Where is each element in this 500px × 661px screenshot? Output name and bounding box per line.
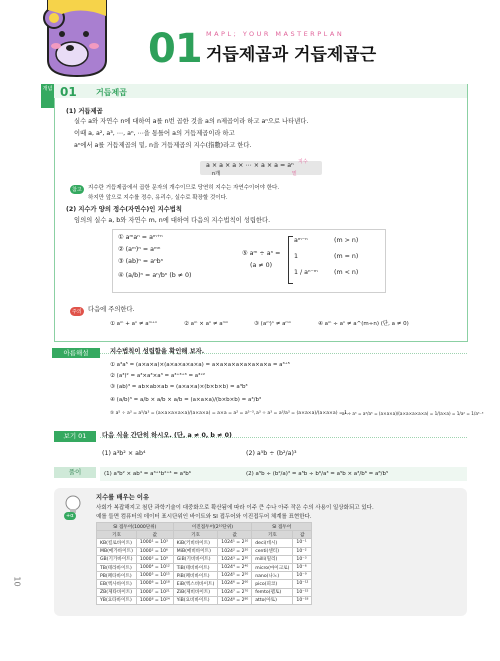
table-cell: milli(밀리) <box>252 555 293 563</box>
insight-row-5c: a³ ÷ a⁵ = a³/a⁵ = (a×a×a)/(a×a×a×a×a) = 1/(a×a) = 1/a² = 1/a⁵⁻³ <box>342 411 484 416</box>
tip-heading: 지수를 배우는 이유 <box>96 494 150 501</box>
part2-heading: (2) 지수가 양의 정수(자연수)인 지수법칙 <box>66 206 182 213</box>
table-cell: EB(엑사바이트) <box>97 580 137 588</box>
insight-heading: 지수법칙이 성립함을 확인해 보자. <box>110 348 205 355</box>
insight-label: 아름해설 <box>52 348 100 358</box>
side-tab: 개념 <box>41 84 54 108</box>
table-cell: 1024² = 2²⁰ <box>218 547 252 555</box>
table-cell: 10⁻¹ <box>293 539 312 547</box>
solution-2: (2) a⁵b ÷ (b²/a)³ = a⁵b ÷ b⁶/a³ = a⁵b × a³/b⁶ = a⁸/b⁵ <box>246 471 389 477</box>
example-q1: (1) a³b² × ab⁴ <box>102 450 146 457</box>
law-5-condition: (a ≠ 0) <box>250 262 273 269</box>
caution-1: ① aᵐ + aⁿ ≠ aᵐ⁺ⁿ <box>110 321 158 327</box>
table-cell: 1000¹ = 10³ <box>136 539 173 547</box>
bear-mascot-icon <box>42 0 112 78</box>
case-2-condition: (m = n) <box>334 253 359 260</box>
table-cell: 1000² = 10⁶ <box>136 547 173 555</box>
table-cell: 10⁻¹⁵ <box>293 588 312 596</box>
table-cell: 10⁻¹² <box>293 580 312 588</box>
example-question: 다음 식을 간단히 하시오. (단, a ≠ 0, b ≠ 0) <box>102 432 232 439</box>
table-cell: 10⁻³ <box>293 555 312 563</box>
group-header: 이진접두어(2¹⁰단위) <box>173 523 251 531</box>
units-table <box>96 522 312 605</box>
part1-heading: (1) 거듭제곱 <box>66 108 103 115</box>
caution-text: 다음에 주의한다. <box>88 306 135 313</box>
tip-line2: 예를 들면 컴퓨터의 데이터 표시단위인 바이트와 SI 접두어와 이진접두어 체계를 표현한다. <box>96 514 312 520</box>
table-cell: 10⁻¹⁸ <box>293 596 312 604</box>
table-cell: 1000⁸ = 10²⁴ <box>136 596 173 604</box>
units-table-wrapper <box>96 522 312 605</box>
table-cell: 10⁻² <box>293 547 312 555</box>
table-cell: centi(센티) <box>252 547 293 555</box>
table-cell: 1024³ = 2³⁰ <box>218 555 252 563</box>
part1-line2: 이때 a, a², a³, ⋯, aⁿ, ⋯을 통틀어 a의 거듭제곱이라 하고 <box>74 130 235 137</box>
column-header: 값 <box>218 531 252 539</box>
table-cell: femto(펨토) <box>252 588 293 596</box>
note-line1: 지수란 거듭제곱에서 곱한 문자의 개수이므로 당연히 지수는 자연수이어야 한다. <box>88 185 280 191</box>
table-row <box>97 539 312 547</box>
case-3: 1 / aⁿ⁻ᵐ <box>294 269 318 276</box>
table-row <box>97 555 312 563</box>
table-cell: TiB(테비바이트) <box>173 563 218 571</box>
chapter-number: 01 <box>148 26 202 72</box>
table-cell: MiB(메비바이트) <box>173 547 218 555</box>
column-header: 기호 <box>97 531 137 539</box>
note-tag: 참고 <box>72 187 82 193</box>
table-cell: EiB(엑스비바이트) <box>173 580 218 588</box>
table-cell: atto(아토) <box>252 596 293 604</box>
tip-line1: 사회가 복잡해지고 첨단 과학기술이 대중화으로 확산됨에 따라 이주 큰 수나 아주 작은 수의 사용이 일상화되고 있다. <box>96 505 374 511</box>
table-cell: 1024⁸ = 2⁸⁰ <box>218 596 252 604</box>
table-cell: GB(기가바이트) <box>97 555 137 563</box>
table-cell: 1000⁶ = 10¹⁸ <box>136 580 173 588</box>
case-3-condition: (m < n) <box>334 269 359 276</box>
table-cell: TB(테라바이트) <box>97 563 137 571</box>
group-header-row <box>97 523 312 531</box>
solution-label: 풀이 <box>54 467 96 478</box>
formula-count-label: n개 <box>212 171 220 177</box>
table-row <box>97 572 312 580</box>
example-label: 보기 01 <box>54 431 96 442</box>
table-cell: 10⁻⁶ <box>293 563 312 571</box>
table-cell: 1000⁵ = 10¹⁵ <box>136 572 173 580</box>
table-cell: 1024⁵ = 2⁵⁰ <box>218 572 252 580</box>
case-1-condition: (m > n) <box>334 237 359 244</box>
insight-row-3: ③ (ab)³ = ab×ab×ab = (a×a×a)×(b×b×b) = a³b³ <box>110 384 248 390</box>
law-2: ② (aᵐ)ⁿ = aᵐⁿ <box>118 246 161 253</box>
table-row <box>97 580 312 588</box>
table-row <box>97 588 312 596</box>
part1-line1: 실수 a와 자연수 n에 대하여 a를 n번 곱한 것을 a의 n제곱이라 하고 aⁿ으로 나타낸다. <box>74 118 309 125</box>
case-brace <box>288 236 293 284</box>
table-cell: 1024⁶ = 2⁶⁰ <box>218 580 252 588</box>
table-cell: 1000⁷ = 10²¹ <box>136 588 173 596</box>
case-1: aᵐ⁻ⁿ <box>294 237 308 244</box>
column-header: 값 <box>136 531 173 539</box>
table-cell: deci(데시) <box>252 539 293 547</box>
table-cell: 1024⁷ = 2⁷⁰ <box>218 588 252 596</box>
insight-row-5b: a³ ÷ a³ = a³/a³ = (a×a×a)/(a×a×a) = 1, <box>256 411 349 416</box>
table-cell: PiB(페비바이트) <box>173 572 218 580</box>
page-number: 10 <box>12 576 22 587</box>
table-cell: MB(메가바이트) <box>97 547 137 555</box>
table-cell: ZiB(제비바이트) <box>173 588 218 596</box>
table-cell: YB(요타바이트) <box>97 596 137 604</box>
table-cell: micro(마이크로) <box>252 563 293 571</box>
table-row <box>97 596 312 604</box>
column-header-row <box>97 531 312 539</box>
table-row <box>97 547 312 555</box>
section-number: 01 <box>60 85 77 99</box>
table-cell: KB(킬로바이트) <box>97 539 137 547</box>
table-cell: GiB(기비바이트) <box>173 555 218 563</box>
table-cell: 1000⁴ = 10¹² <box>136 563 173 571</box>
chapter-title: 거듭제곱과 거듭제곱근 <box>206 45 377 65</box>
part1-line3: aⁿ에서 a를 거듭제곱의 밑, n을 거듭제곱의 지수(指數)라고 한다. <box>74 142 252 149</box>
table-cell: ZB(제타바이트) <box>97 588 137 596</box>
case-2: 1 <box>294 253 299 260</box>
table-cell: pico(피코) <box>252 580 293 588</box>
column-header: 값 <box>293 531 312 539</box>
table-cell: 1000³ = 10⁹ <box>136 555 173 563</box>
brand-tagline: MAPL; YOUR MASTERPLAN <box>206 30 345 38</box>
example-q2: (2) a⁵b ÷ (b²/a)³ <box>246 450 297 457</box>
column-header: 기호 <box>173 531 218 539</box>
caution-4: ④ aᵐ ÷ aⁿ ≠ a^(m÷n) (단, a ≠ 0) <box>318 321 409 327</box>
insight-row-2: ② (a³)² = a³×a³×a³ = a³⁺³⁺³ = a³ˣ² <box>110 373 206 379</box>
column-header: 기호 <box>252 531 293 539</box>
table-cell: PB(페타바이트) <box>97 572 137 580</box>
insight-row-1: ① a³a⁵ = (a×a×a)×(a×a×a×a×a) = a×a×a×a×a×a×a×a = a³⁺⁵ <box>110 362 290 368</box>
section-title: 거듭제곱 <box>96 88 127 97</box>
solution-1: (1) a³b² × ab⁴ = a³⁺¹b²⁺⁴ = a⁴b⁶ <box>104 471 191 477</box>
power-formula: a × a × a × ⋯ × a × a = aⁿ <box>206 162 294 169</box>
insight-row-4: ④ (a/b)³ = a/b × a/b × a/b = (a×a×a)/(b×b×b) = a³/b³ <box>110 397 262 403</box>
group-header: SI 접두어 <box>252 523 312 531</box>
group-header: SI 접두어(1000단위) <box>97 523 174 531</box>
part2-intro: 임의의 실수 a, b와 자연수 m, n에 대하여 다음의 지수법칙이 성립한다. <box>74 217 271 224</box>
table-cell: 10⁻⁹ <box>293 572 312 580</box>
tip-tag: +α <box>66 513 74 519</box>
insight-row-5a: ⑤ a⁵ ÷ a³ = a⁵/a³ = (a×a×a×a×a)/(a×a×a) = a×a = a² = a⁵⁻³, <box>110 411 256 416</box>
table-cell: 1024⁴ = 2⁴⁰ <box>218 563 252 571</box>
table-cell: KiB(키비바이트) <box>173 539 218 547</box>
law-4: ④ (a/b)ⁿ = aⁿ/bⁿ (b ≠ 0) <box>118 272 192 279</box>
law-3: ③ (ab)ⁿ = aⁿbⁿ <box>118 258 164 265</box>
caution-2: ② aᵐ × aⁿ ≠ aᵐⁿ <box>184 321 229 327</box>
caution-3: ③ (aᵐ)ⁿ ≠ aᵐⁿ <box>254 321 292 327</box>
base-label: 밑 <box>292 171 297 177</box>
caution-tag: 주의 <box>72 309 82 315</box>
exponent-label: 지수 <box>298 159 308 165</box>
table-row <box>97 563 312 571</box>
note-line2: 하지만 앞으로 지수를 정수, 유리수, 실수로 확장할 것이다. <box>88 195 228 201</box>
law-5-label: ⑤ aᵐ ÷ aⁿ = <box>242 250 281 257</box>
table-cell: nano(나노) <box>252 572 293 580</box>
law-1: ① aᵐaⁿ = aᵐ⁺ⁿ <box>118 234 163 241</box>
table-cell: YiB(요비바이트) <box>173 596 218 604</box>
table-cell: 1024¹ = 2¹⁰ <box>218 539 252 547</box>
